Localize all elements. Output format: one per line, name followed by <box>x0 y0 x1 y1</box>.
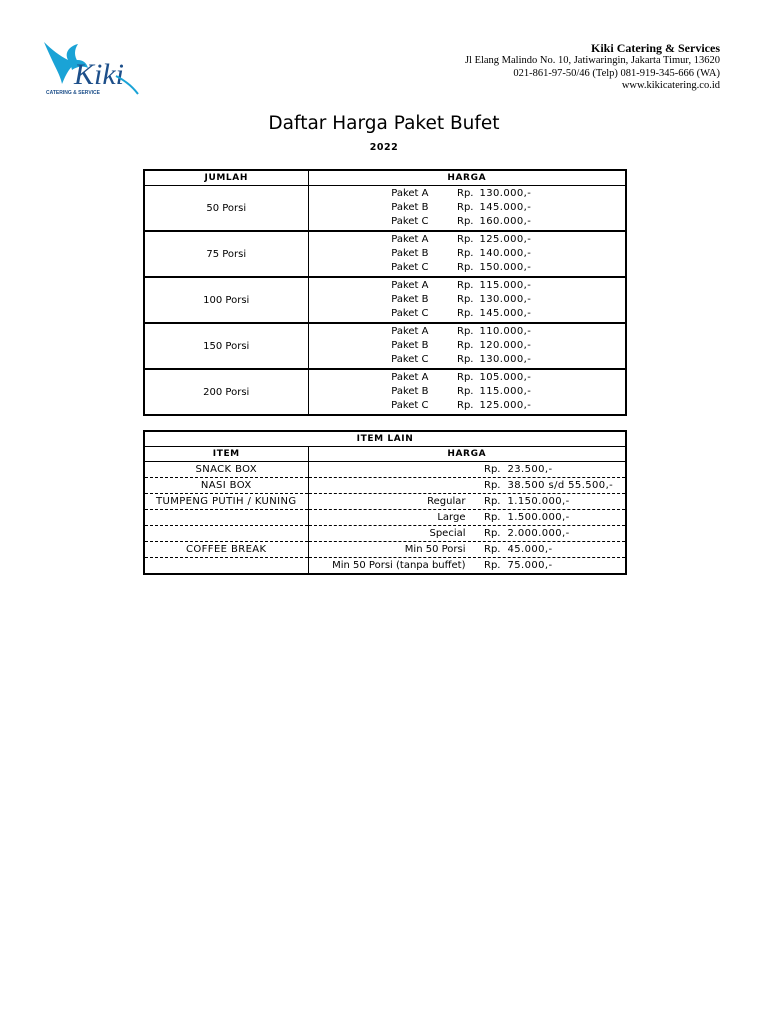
package-price-line <box>309 339 626 353</box>
package-name: Paket A <box>391 233 429 245</box>
package-name: Paket A <box>391 325 429 337</box>
price-amount: 75.000,- <box>507 560 553 571</box>
logo-tagline: CATERING & SERVICE <box>46 90 100 96</box>
price-amount: 2.000.000,- <box>507 528 570 539</box>
price-amount: 110.000,- <box>479 325 532 337</box>
item-name: SNACK BOX <box>144 462 308 478</box>
currency-label: Rp. <box>457 385 474 397</box>
buffet-price-table <box>143 169 627 416</box>
company-logo <box>40 40 144 98</box>
currency-label: Rp. <box>457 201 474 213</box>
currency-label: Rp. <box>457 325 474 337</box>
package-name: Paket B <box>391 247 429 259</box>
price-label <box>309 478 466 493</box>
currency-label: Rp. <box>457 400 474 412</box>
item-price <box>309 462 626 477</box>
currency-label: Rp. <box>484 464 501 475</box>
package-name: Paket B <box>391 339 429 351</box>
package-price-line <box>309 399 626 413</box>
currency-label: Rp. <box>457 371 474 383</box>
price-amount: 130.000,- <box>479 293 532 305</box>
price-amount: 130.000,- <box>479 354 532 366</box>
portion-count: 75 Porsi <box>144 231 308 277</box>
currency-label: Rp. <box>457 187 474 199</box>
price-amount: 115.000,- <box>479 385 532 397</box>
currency-label: Rp. <box>484 544 501 555</box>
table-row <box>144 277 626 323</box>
portion-count: 50 Porsi <box>144 186 308 232</box>
currency-label: Rp. <box>457 247 474 259</box>
price-amount: 45.000,- <box>507 544 553 555</box>
price-amount: 120.000,- <box>479 339 532 351</box>
currency-label: Rp. <box>457 233 474 245</box>
column-header-qty: JUMLAH <box>144 170 308 186</box>
item-price <box>309 558 626 573</box>
price-label: Large <box>437 512 466 523</box>
item-name <box>144 558 308 575</box>
package-prices <box>308 231 626 277</box>
currency-label: Rp. <box>457 262 474 274</box>
column-header-price: HARGA <box>308 170 626 186</box>
other-items-table <box>143 430 627 575</box>
table-row <box>144 494 626 510</box>
package-price-line <box>309 353 626 367</box>
portion-count: 100 Porsi <box>144 277 308 323</box>
company-website[interactable]: www.kikicatering.co.id <box>621 80 720 91</box>
price-label: Min 50 Porsi <box>404 544 466 555</box>
item-price <box>309 510 626 525</box>
package-prices <box>308 323 626 369</box>
currency-label: Rp. <box>484 528 501 539</box>
package-name: Paket B <box>391 293 429 305</box>
package-price-line <box>309 279 626 293</box>
price-amount: 115.000,- <box>479 279 532 291</box>
table-row <box>144 526 626 542</box>
package-prices <box>308 277 626 323</box>
package-price-line <box>309 201 626 215</box>
package-name: Paket B <box>391 201 429 213</box>
package-name: Paket C <box>391 400 429 412</box>
price-amount: 23.500,- <box>507 464 553 475</box>
package-name: Paket C <box>391 262 429 274</box>
price-amount: 130.000,- <box>479 187 532 199</box>
price-label: Regular <box>427 496 466 507</box>
company-name: Kiki Catering & Services <box>591 41 720 55</box>
package-price-line <box>309 385 626 399</box>
portion-count: 200 Porsi <box>144 369 308 415</box>
portion-count: 150 Porsi <box>144 323 308 369</box>
item-name: COFFEE BREAK <box>144 542 308 558</box>
column-header-price: HARGA <box>308 447 626 462</box>
logo-wordmark: Kiki <box>74 58 124 91</box>
package-name: Paket C <box>391 354 429 366</box>
currency-label: Rp. <box>457 293 474 305</box>
table-row <box>144 478 626 494</box>
column-header-item: ITEM <box>144 447 308 462</box>
price-amount: 125.000,- <box>479 233 532 245</box>
package-price-line <box>309 261 626 275</box>
item-price <box>309 494 626 509</box>
package-price-line <box>309 307 626 321</box>
table-row <box>144 186 626 232</box>
package-name: Paket A <box>391 187 429 199</box>
currency-label: Rp. <box>484 560 501 571</box>
package-prices <box>308 369 626 415</box>
package-price-line <box>309 371 626 385</box>
package-name: Paket A <box>391 371 429 383</box>
price-label: Special <box>429 528 466 539</box>
package-name: Paket C <box>391 308 429 320</box>
table-caption: ITEM LAIN <box>144 431 626 447</box>
table-row <box>144 323 626 369</box>
company-phone: 021-861-97-50/46 (Telp) 081-919-345-666 (WA) <box>513 67 720 79</box>
year-label: 2022 <box>369 142 399 153</box>
bird-logo-icon <box>40 40 144 98</box>
table-row <box>144 542 626 558</box>
package-name: Paket C <box>391 216 429 228</box>
currency-label: Rp. <box>457 354 474 366</box>
price-amount: 160.000,- <box>479 216 532 228</box>
table-row <box>144 510 626 526</box>
item-name: NASI BOX <box>144 478 308 494</box>
item-price <box>309 526 626 541</box>
item-price <box>309 542 626 557</box>
price-amount: 145.000,- <box>479 308 532 320</box>
price-amount: 38.500 s/d 55.500,- <box>507 480 614 491</box>
table-row <box>144 231 626 277</box>
currency-label: Rp. <box>457 279 474 291</box>
price-amount: 140.000,- <box>479 247 532 259</box>
price-label <box>309 462 466 477</box>
package-price-line <box>309 233 626 247</box>
table-row <box>144 558 626 575</box>
currency-label: Rp. <box>457 216 474 228</box>
item-name: TUMPENG PUTIH / KUNING <box>144 494 308 510</box>
company-info <box>465 41 720 93</box>
package-name: Paket B <box>391 385 429 397</box>
package-name: Paket A <box>391 279 429 291</box>
package-price-line <box>309 187 626 201</box>
currency-label: Rp. <box>484 480 501 491</box>
table-row <box>144 462 626 478</box>
currency-label: Rp. <box>484 496 501 507</box>
package-price-line <box>309 293 626 307</box>
package-price-line <box>309 247 626 261</box>
price-amount: 105.000,- <box>479 371 532 383</box>
currency-label: Rp. <box>484 512 501 523</box>
currency-label: Rp. <box>457 339 474 351</box>
package-price-line <box>309 215 626 229</box>
company-address: Jl Elang Malindo No. 10, Jatiwaringin, Jakarta Timur, 13620 <box>464 55 720 66</box>
item-price <box>309 478 626 493</box>
currency-label: Rp. <box>457 308 474 320</box>
price-amount: 145.000,- <box>479 201 532 213</box>
package-prices <box>308 186 626 232</box>
price-amount: 1.150.000,- <box>507 496 570 507</box>
item-name <box>144 510 308 526</box>
table-row <box>144 369 626 415</box>
page-title: Daftar Harga Paket Bufet <box>268 113 500 134</box>
package-price-line <box>309 325 626 339</box>
price-label: Min 50 Porsi (tanpa buffet) <box>332 560 466 571</box>
item-name <box>144 526 308 542</box>
price-amount: 1.500.000,- <box>507 512 570 523</box>
price-amount: 150.000,- <box>479 262 532 274</box>
price-amount: 125.000,- <box>479 400 532 412</box>
